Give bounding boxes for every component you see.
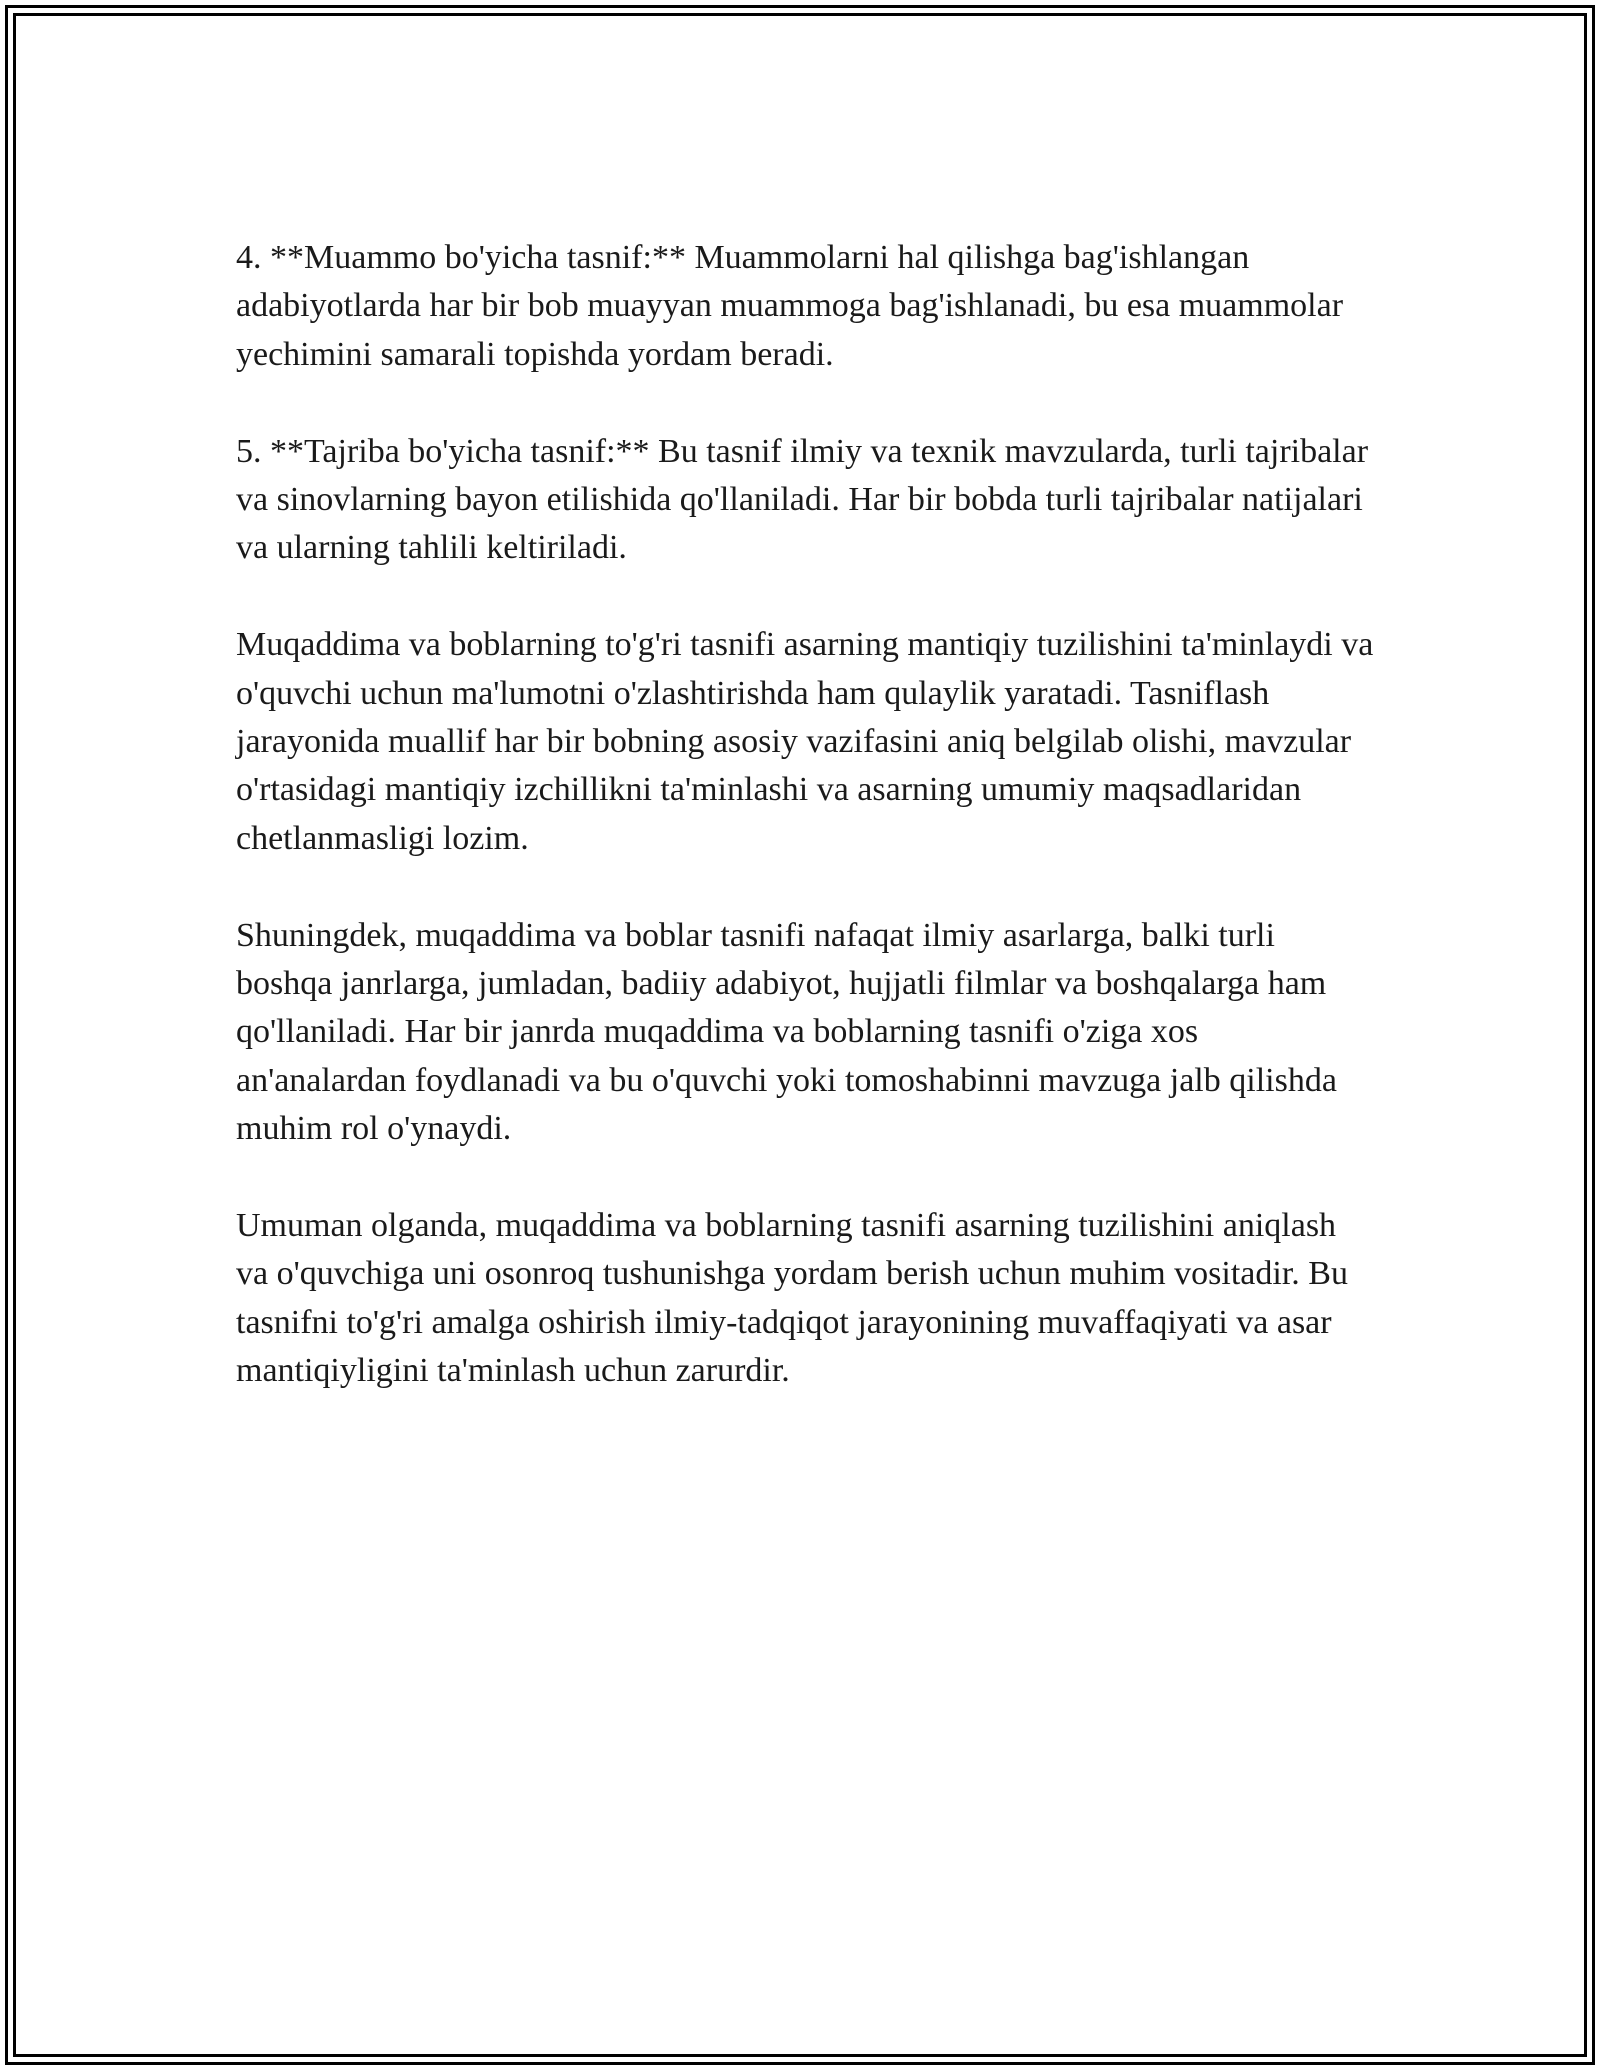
document-body <box>236 234 1376 1444</box>
paragraph-structure-importance: Muqaddima va boblarning to'g'ri tasnifi asarning mantiqiy tuzilishini ta'minlaydi va o'quvchi uchun ma'lumotni o'zlashtirishda ham qulaylik yaratadi. Tasniflash jarayonida muallif har bir bobning asosiy vazifasini aniq belgilab olishi, mavzular o'rtasidagi mantiqiy izchillikni ta'minlashi va asarning umumiy maqsadlaridan chetlanmasligi lozim. <box>236 626 1374 857</box>
paragraph-genres: Shuningdek, muqaddima va boblar tasnifi nafaqat ilmiy asarlarga, balki turli boshqa janrlarga, jumladan, badiiy adabiyot, hujjatli filmlar va boshqalarga ham qo'llaniladi. Har bir janrda muqaddima va boblarning tasnifi o'ziga xos an'analardan foydlanadi va bu o'quvchi yoki tomoshabinni mavzuga jalb qilishda muhim rol o'ynaydi. <box>236 916 1337 1148</box>
paragraph-experiment-classification: 5. **Tajriba bo'yicha tasnif:** Bu tasnif ilmiy va texnik mavzularda, turli tajribalar va sinovlarning bayon etilishida qo'llaniladi. Har bir bobda turli tajribalar natijalari va ularning tahlili keltiriladi. <box>236 432 1369 567</box>
paragraph-conclusion: Umuman olganda, muqaddima va boblarning tasnifi asarning tuzilishini aniqlash va o'quvchiga uni osonroq tushunishga yordam berish uchun muhim vositadir. Bu tasnifni to'g'ri amalga oshirish ilmiy-tadqiqot jarayonining muvaffaqiyati va asar mantiqiyligini ta'minlash uchun zarurdir. <box>236 1207 1348 1390</box>
paragraph-problem-classification: 4. **Muammo bo'yicha tasnif:** Muammolarni hal qilishga bag'ishlangan adabiyotlarda har bir bob muayyan muammoga bag'ishlanadi, bu esa muammolar yechimini samarali topishda yordam beradi. <box>236 239 1344 373</box>
